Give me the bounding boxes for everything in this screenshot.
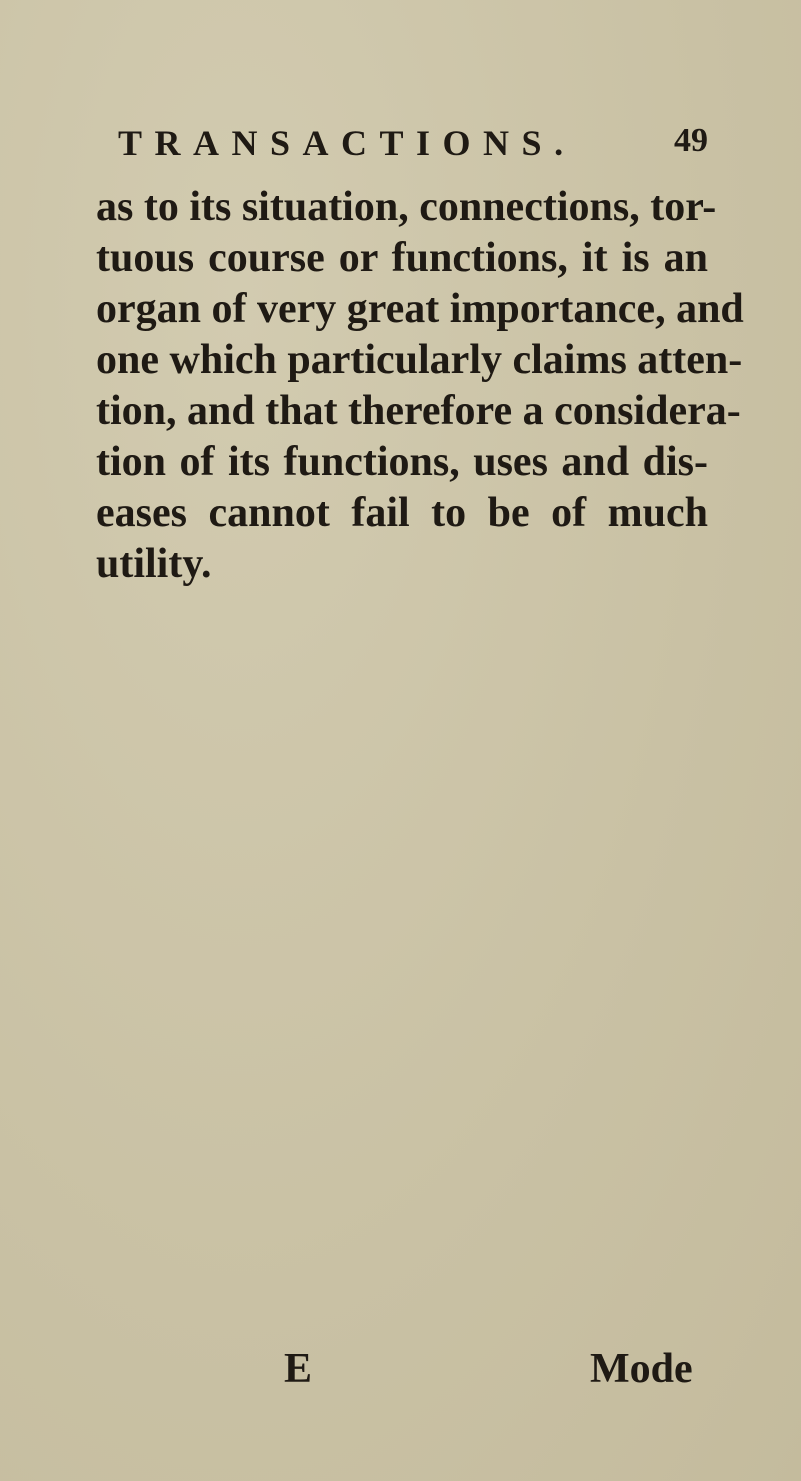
signature-mark: E bbox=[284, 1346, 313, 1392]
text-line: as to its situation, connections, tor- bbox=[96, 184, 717, 230]
page-header bbox=[118, 122, 708, 172]
catchword: Mode bbox=[590, 1346, 693, 1392]
body-paragraph bbox=[96, 182, 744, 590]
page-footer bbox=[0, 1345, 801, 1405]
text-line: one which particularly claims atten- bbox=[96, 337, 743, 383]
text-line: eases cannot fail to be of much bbox=[96, 490, 708, 536]
text-line: tuous course or functions, it is an bbox=[96, 235, 708, 281]
page-number: 49 bbox=[674, 122, 708, 159]
text-line: tion of its functions, uses and dis- bbox=[96, 439, 708, 485]
text-line: tion, and that therefore a considera- bbox=[96, 388, 741, 434]
text-line: utility. bbox=[96, 541, 212, 587]
text-line: organ of very great importance, and bbox=[96, 286, 744, 332]
running-title: TRANSACTIONS. bbox=[118, 123, 576, 163]
